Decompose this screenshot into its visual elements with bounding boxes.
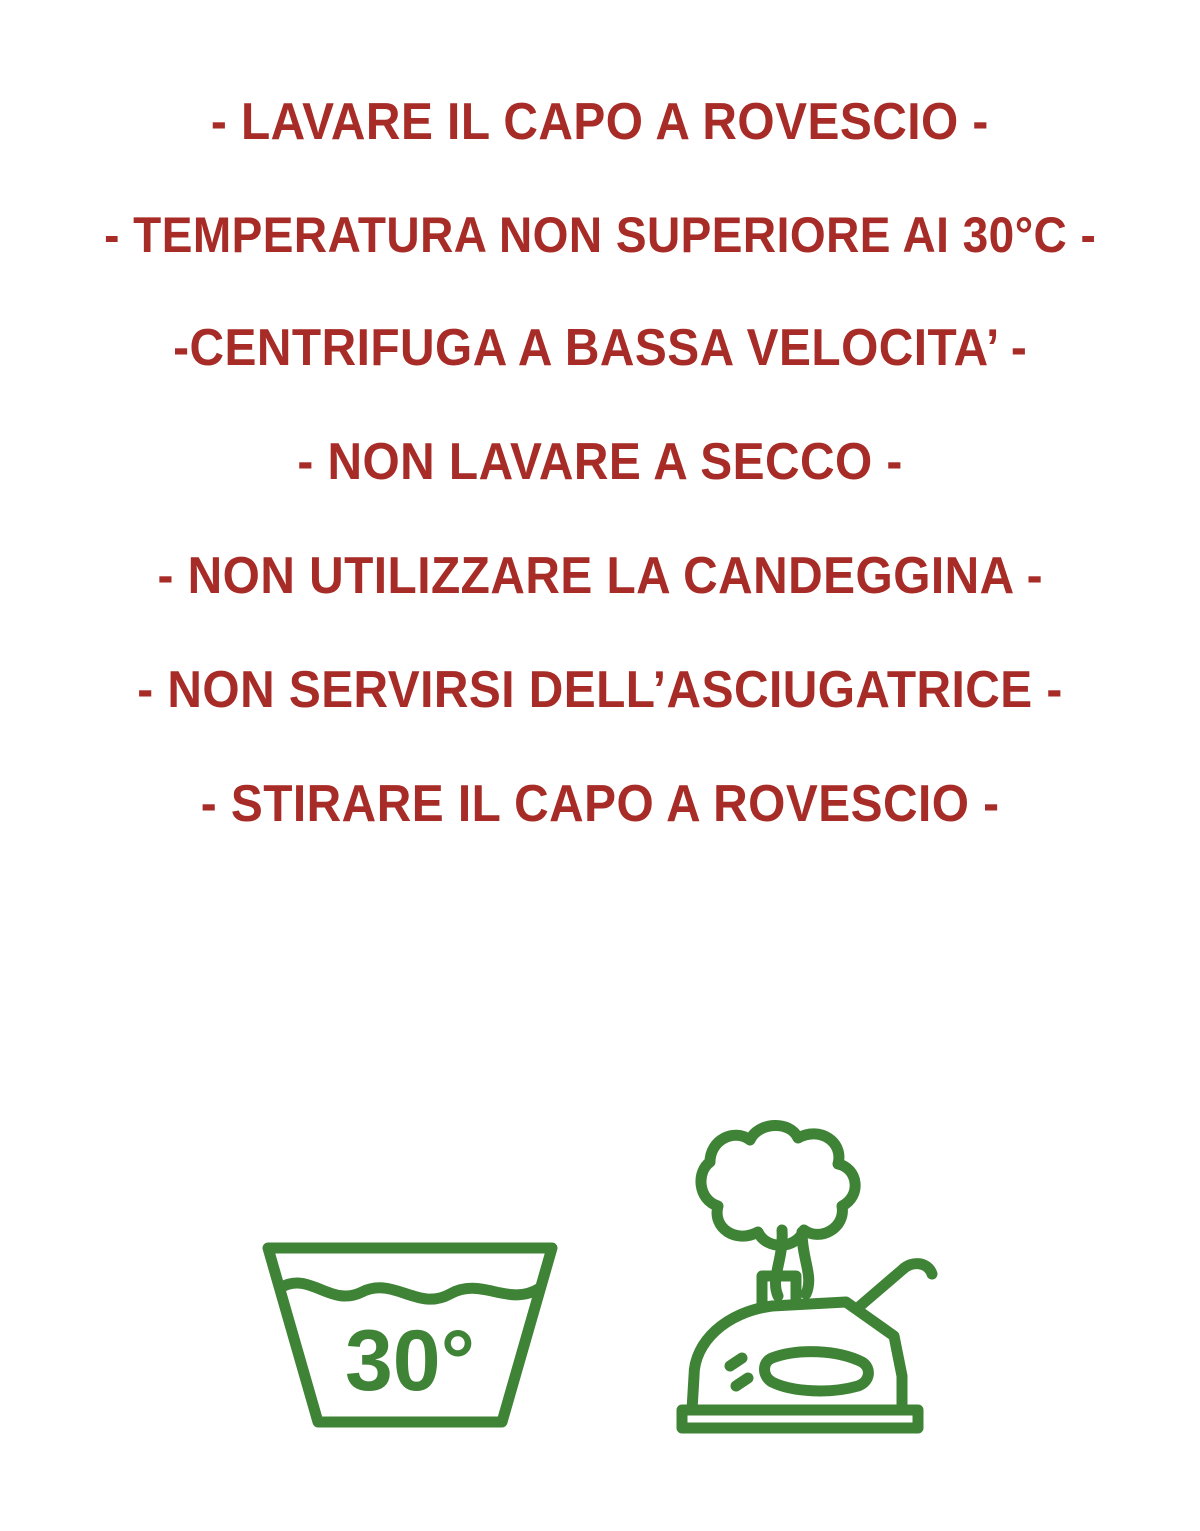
wash-temperature-label: 30° — [344, 1313, 476, 1409]
wash-30-icon — [250, 1230, 570, 1440]
care-symbols-row — [0, 1080, 1200, 1440]
care-instruction-line: -CENTRIFUGA A BASSA VELOCITA’ - — [172, 319, 1028, 377]
care-instructions-list — [0, 93, 1200, 892]
care-instruction-line: - NON UTILIZZARE LA CANDEGGINA - — [157, 547, 1043, 605]
iron-steam-icon — [650, 1110, 950, 1440]
care-instruction-line: - TEMPERATURA NON SUPERIORE AI 30°C - — [103, 207, 1097, 263]
care-instruction-line: - NON LAVARE A SECCO - — [297, 433, 903, 491]
care-instruction-line: - LAVARE IL CAPO A ROVESCIO - — [211, 93, 989, 151]
care-instruction-line: - NON SERVIRSI DELL’ASCIUGATRICE - — [137, 661, 1063, 719]
care-instruction-line: - STIRARE IL CAPO A ROVESCIO - — [200, 775, 1000, 833]
